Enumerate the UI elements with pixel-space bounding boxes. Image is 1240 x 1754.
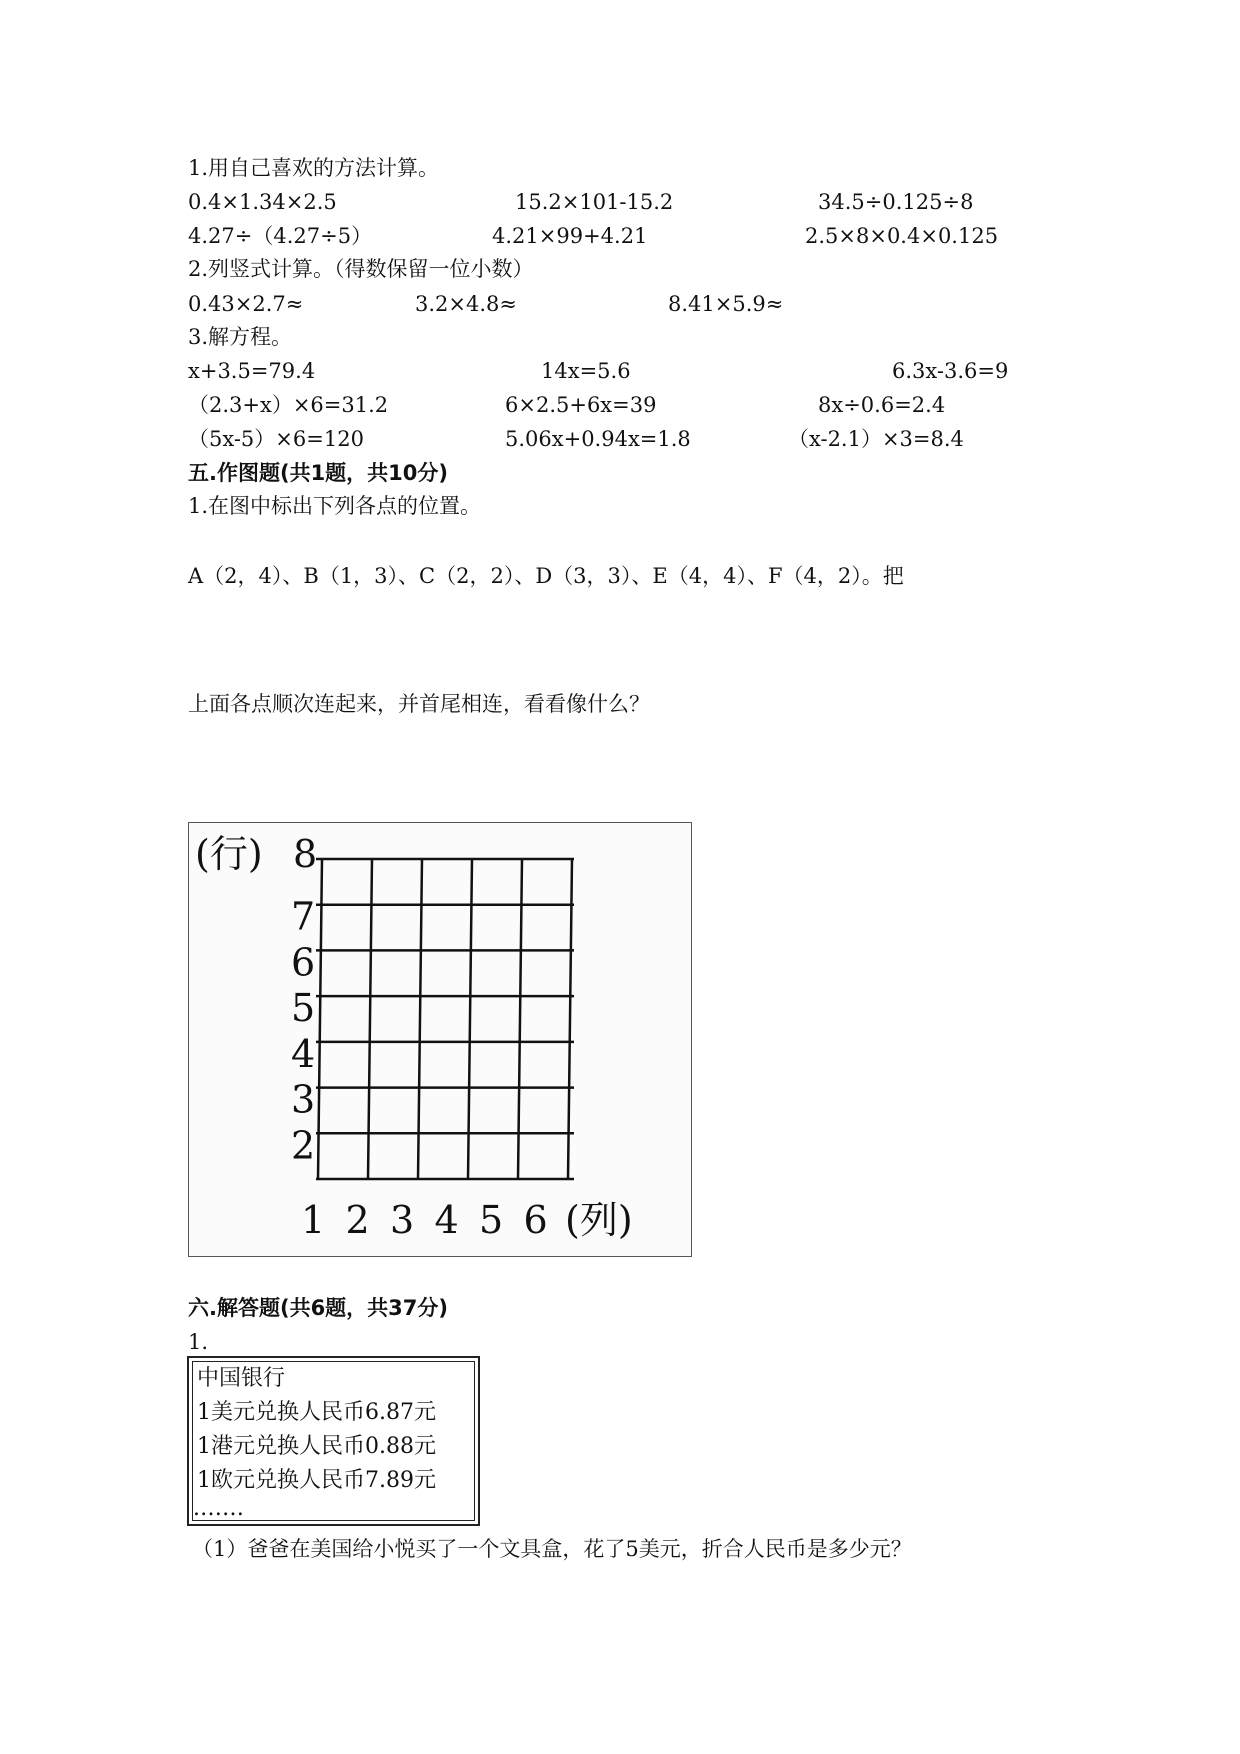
col-number-label: 4: [434, 1198, 459, 1242]
rate-eur: 1欧元兑换人民币7.89元: [197, 1468, 436, 1493]
q1-expr-5: 4.21×99+4.21: [492, 224, 648, 248]
q3-title: 3.解方程。: [188, 325, 293, 349]
q2-title: 2.列竖式计算。（得数保留一位小数）: [188, 257, 534, 281]
grid-v-line: [368, 859, 372, 1179]
bank-name: 中国银行: [197, 1366, 286, 1391]
q2-expr-3: 8.41×5.9≈: [668, 292, 784, 316]
grid-v-line: [318, 859, 322, 1179]
row-number-labels: [291, 832, 317, 1167]
row-number-label: 2: [291, 1123, 316, 1168]
s6-q1-number: 1.: [188, 1330, 209, 1354]
col-number-label: 3: [390, 1198, 415, 1242]
q1-expr-2: 15.2×101-15.2: [515, 190, 674, 214]
q3-eq-3: 6.3x-3.6=9: [892, 359, 1009, 383]
s5-q1-connect: 上面各点顺次连起来，并首尾相连，看看像什么？: [188, 692, 650, 716]
section5-heading: 五.作图题(共1题，共10分): [188, 461, 449, 485]
s5-q1-points: A（2，4）、B（1，3）、C（2，2）、D（3，3）、E（4，4）、F（4，2）。把: [188, 564, 904, 588]
row-number-label: 5: [291, 986, 316, 1031]
q3-eq-5: 6×2.5+6x=39: [505, 393, 657, 417]
coordinate-grid: [189, 823, 691, 1256]
col-number-label: 6: [523, 1198, 548, 1242]
q1-expr-3: 34.5÷0.125÷8: [818, 190, 974, 214]
q3-eq-6: 8x÷0.6=2.4: [818, 393, 946, 417]
row-number-label: 3: [291, 1077, 316, 1122]
bank-rate-box: [187, 1356, 480, 1526]
q1-title: 1.用自己喜欢的方法计算。: [188, 156, 440, 180]
row-number-label: 8: [293, 832, 318, 876]
rate-more: .……: [193, 1496, 244, 1521]
q3-eq-4: （2.3+x）×6=31.2: [188, 393, 389, 417]
grid-v-line: [518, 859, 522, 1179]
q2-expr-2: 3.2×4.8≈: [415, 292, 517, 316]
s5-q1-title: 1.在图中标出下列各点的位置。: [188, 494, 482, 518]
row-number-label: 7: [291, 894, 316, 939]
col-axis-label: (列): [565, 1198, 633, 1242]
q1-expr-6: 2.5×8×0.4×0.125: [805, 224, 999, 248]
q3-eq-2: 14x=5.6: [541, 359, 631, 383]
grid-v-line: [418, 859, 422, 1179]
grid-v-line: [468, 859, 472, 1179]
row-number-label: 6: [291, 940, 316, 985]
col-number-label: 5: [479, 1198, 504, 1242]
bank-rate-box-inner: [192, 1361, 475, 1521]
col-number-labels: [301, 1198, 548, 1242]
col-number-label: 1: [301, 1198, 326, 1242]
rate-usd: 1美元兑换人民币6.87元: [197, 1400, 436, 1425]
q2-expr-1: 0.43×2.7≈: [188, 292, 304, 316]
q1-expr-4: 4.27÷（4.27÷5）: [188, 224, 373, 248]
rate-hkd: 1港元兑换人民币0.88元: [197, 1434, 436, 1459]
coordinate-grid-figure: [188, 822, 692, 1257]
q1-expr-1: 0.4×1.34×2.5: [188, 190, 337, 214]
grid-lines: [316, 859, 574, 1179]
q3-eq-1: x+3.5=79.4: [188, 359, 316, 383]
grid-v-line: [568, 859, 572, 1179]
q3-eq-9: （x-2.1）×3=8.4: [788, 427, 964, 451]
row-number-label: 4: [291, 1031, 316, 1076]
s6-q1-part1: （1）爸爸在美国给小悦买了一个文具盒，花了5美元，折合人民币是多少元？: [192, 1537, 912, 1561]
col-number-label: 2: [345, 1198, 370, 1242]
section6-heading: 六.解答题(共6题，共37分): [188, 1296, 449, 1320]
q3-eq-8: 5.06x+0.94x=1.8: [505, 427, 691, 451]
q3-eq-7: （5x-5）×6=120: [188, 427, 364, 451]
row-axis-label: (行): [195, 832, 263, 876]
